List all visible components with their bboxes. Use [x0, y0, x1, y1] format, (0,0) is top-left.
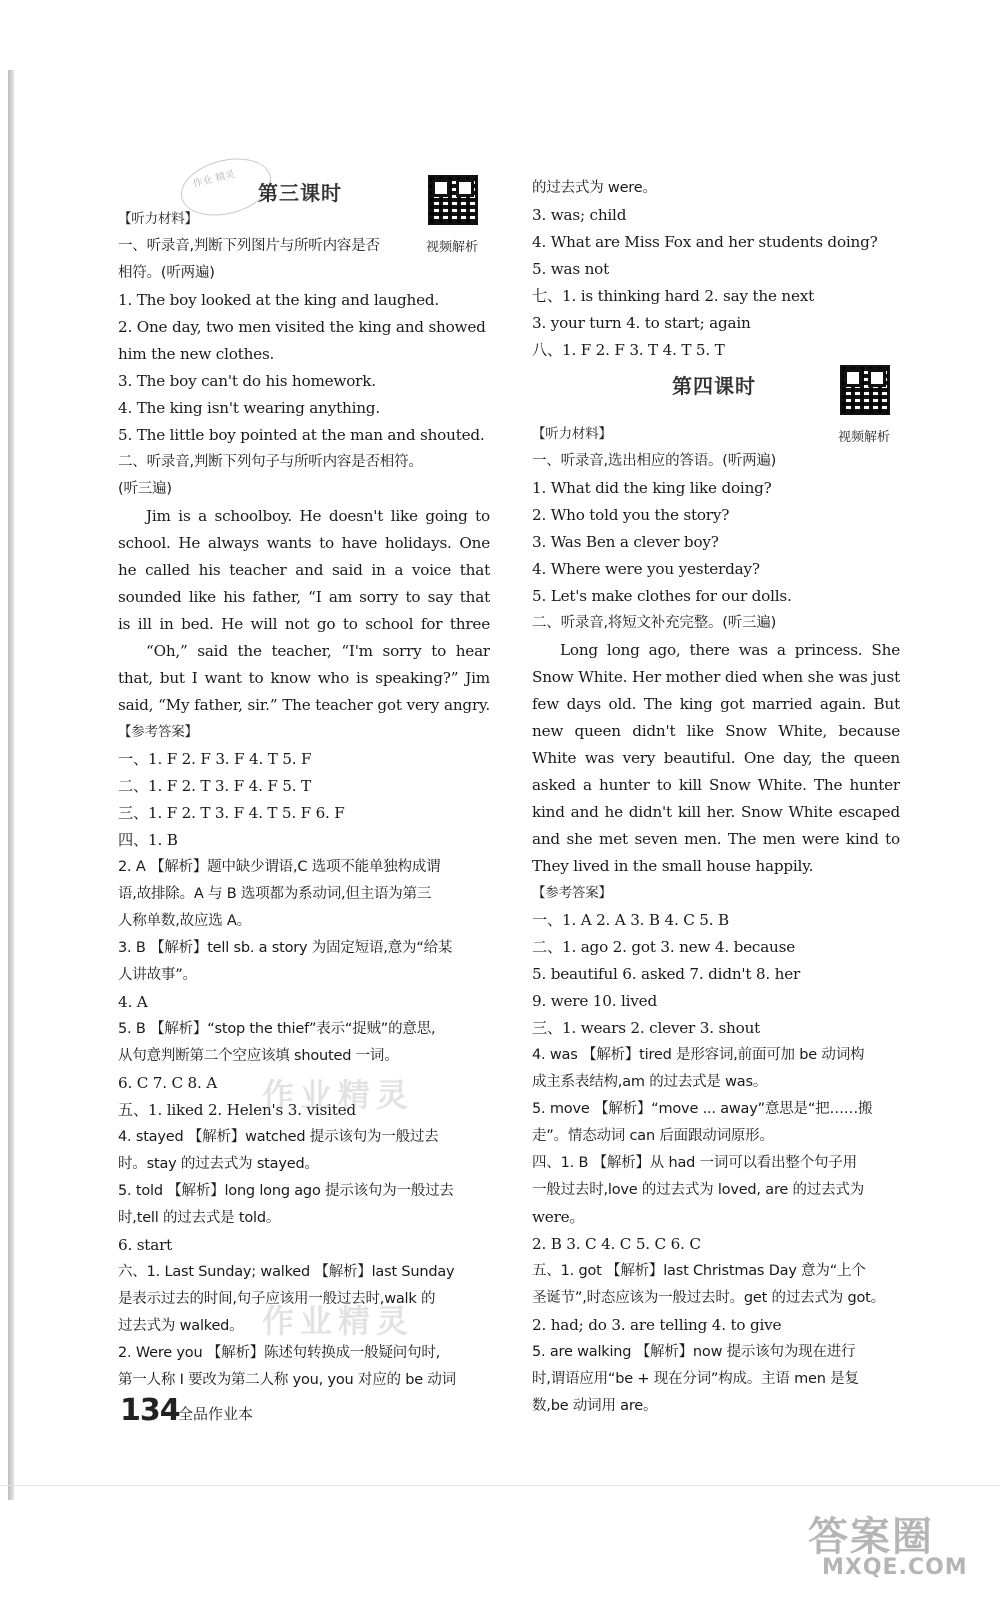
answer-line: 四、1. B [118, 831, 178, 849]
list-item: him the new clothes. [118, 345, 275, 363]
list-item: 3. The boy can't do his homework. [118, 372, 376, 390]
answer-header: 【参考答案】 [118, 724, 198, 740]
answer-line: 2. Were you 【解析】陈述句转换成一般疑问句时, [118, 1345, 441, 1361]
answer-line: 4. stayed 【解析】watched 提示该句为一般过去 [118, 1129, 439, 1145]
answer-line: 3. was; child [532, 206, 627, 224]
answer-line: 从句意判断第二个空应该填 shouted 一词。 [118, 1048, 399, 1064]
list-item: 4. Where were you yesterday? [532, 560, 760, 578]
passage-line: “Oh,” said the teacher, “I'm sorry to hear [146, 642, 490, 660]
answer-line: 数,be 动词用 are。 [532, 1398, 658, 1414]
qr-label: 视频解析 [426, 240, 479, 255]
section-intro: (听三遍) [118, 481, 172, 497]
list-item: 5. Let's make clothes for our dolls. [532, 587, 792, 605]
passage-line: White was very beautiful. One day, the queen [532, 749, 900, 767]
book-name: 全品作业本 [178, 1405, 254, 1423]
answer-line: 四、1. B 【解析】从 had 一词可以看出整个句子用 [532, 1155, 857, 1171]
qr-code-icon[interactable] [840, 365, 890, 415]
passage-line: that, but I want to know who is speaking?” Jim [118, 669, 490, 687]
list-item: 5. The little boy pointed at the man and shouted. [118, 426, 485, 444]
answer-line: 5. told 【解析】long long ago 提示该句为一般过去 [118, 1183, 454, 1199]
answer-line: 时,谓语应用“be + 现在分词”构成。主语 men 是复 [532, 1371, 859, 1387]
list-item: 2. Who told you the story? [532, 506, 730, 524]
logo-url: MXQE.COM [822, 1555, 968, 1580]
answer-line: 一般过去时,love 的过去式为 loved, are 的过去式为 [532, 1182, 865, 1198]
answer-line: 人称单数,故应选 A。 [118, 913, 251, 929]
answer-line: 2. B 3. C 4. C 5. C 6. C [532, 1235, 701, 1253]
answer-line: 4. was 【解析】tired 是形容词,前面可加 be 动词构 [532, 1047, 865, 1063]
section-intro: 一、听录音,判断下列图片与所听内容是否 [118, 238, 380, 254]
answer-header: 【参考答案】 [532, 885, 612, 901]
answer-line: 是表示过去的时间,句子应该用一般过去时,walk 的 [118, 1291, 436, 1307]
section-intro: 一、听录音,选出相应的答语。(听两遍) [532, 453, 777, 469]
answer-line: 时。stay 的过去式为 stayed。 [118, 1156, 319, 1172]
logo-text: 答案圈 [808, 1514, 934, 1560]
answer-line: 2. A 【解析】题中缺少谓语,C 选项不能单独构成谓 [118, 859, 441, 875]
passage-line: school. He always wants to have holidays. One [118, 534, 490, 552]
passage-line: asked a hunter to kill Snow White. The hunter [532, 776, 900, 794]
listening-header: 【听力材料】 [532, 426, 612, 442]
answer-line: 一、1. A 2. A 3. B 4. C 5. B [532, 911, 729, 929]
answer-line: 4. What are Miss Fox and her students doing? [532, 233, 878, 251]
list-item: 3. Was Ben a clever boy? [532, 533, 719, 551]
answer-line: 6. start [118, 1236, 173, 1254]
watermark-text: 作业精灵 [262, 1076, 415, 1114]
answer-line: 人讲故事”。 [118, 967, 197, 983]
answer-line: 三、1. F 2. T 3. F 4. T 5. F 6. F [118, 804, 345, 822]
passage-line: said, “My father, sir.” The teacher got very angry. [118, 696, 490, 714]
answer-line: 时,tell 的过去式是 told。 [118, 1210, 281, 1226]
answer-line: 成主系表结构,am 的过去式是 was。 [532, 1074, 768, 1090]
answer-line: 2. had; do 3. are telling 4. to give [532, 1316, 782, 1334]
section-intro: 二、听录音,判断下列句子与所听内容是否相符。 [118, 454, 423, 470]
list-item: 4. The king isn't wearing anything. [118, 399, 380, 417]
page-number: 134 [120, 1393, 180, 1428]
answer-line: 6. C 7. C 8. A [118, 1074, 218, 1092]
passage-line: They lived in the small house happily. [532, 857, 814, 875]
answer-line: 5. B 【解析】“stop the thief”表示“捉贼”的意思, [118, 1021, 436, 1037]
answer-line: 第一人称 I 要改为第二人称 you, you 对应的 be 动词 [118, 1372, 456, 1388]
passage-line: few days old. The king got married again. But [532, 695, 900, 713]
answer-line: 走”。情态动词 can 后面跟动词原形。 [532, 1128, 774, 1144]
list-item: 1. What did the king like doing? [532, 479, 772, 497]
section-intro: 二、听录音,将短文补充完整。(听三遍) [532, 615, 777, 631]
passage-line: and she met seven men. The men were kind to [532, 830, 900, 848]
answer-line: 语,故排除。A 与 B 选项都为系动词,但主语为第三 [118, 886, 432, 902]
answer-line: 3. B 【解析】tell sb. a story 为固定短语,意为“给某 [118, 940, 453, 956]
passage-line: he called his teacher and said in a voice that [118, 561, 490, 579]
answer-line: 9. were 10. lived [532, 992, 657, 1010]
watermark-text: 作业精灵 [262, 1302, 415, 1340]
passage-line: Jim is a schoolboy. He doesn't like going to [146, 507, 490, 525]
answer-line: 5. was not [532, 260, 610, 278]
passage-line: new queen didn't like Snow White, because [532, 722, 900, 740]
section-intro: 相符。(听两遍) [118, 265, 215, 281]
page-bottom-divider [0, 1485, 1000, 1486]
list-item: 1. The boy looked at the king and laughed. [118, 291, 440, 309]
answer-line: 七、1. is thinking hard 2. say the next [532, 287, 815, 305]
lesson4-title: 第四课时 [672, 374, 756, 398]
answer-line: 二、1. F 2. T 3. F 4. F 5. T [118, 777, 311, 795]
list-item: 2. One day, two men visited the king and showed [118, 318, 486, 336]
answer-line: 圣诞节”,时态应该为一般过去时。get 的过去式为 got。 [532, 1290, 885, 1306]
answer-line: 三、1. wears 2. clever 3. shout [532, 1019, 761, 1037]
stamp-text: 作业 精灵 [191, 168, 237, 191]
passage-line: sounded like his father, “I am sorry to say that [118, 588, 490, 606]
passage-line: Snow White. Her mother died when she was just [532, 668, 900, 686]
lesson3-title: 第三课时 [258, 181, 342, 205]
passage-line: kind and he didn't kill her. Snow White escaped [532, 803, 900, 821]
page-binding-edge [8, 70, 14, 1500]
listening-header: 【听力材料】 [118, 211, 198, 227]
answer-line: 五、1. got 【解析】last Christmas Day 意为“上个 [532, 1263, 866, 1279]
answer-line: 5. move 【解析】“move ... away”意思是“把……搬 [532, 1101, 873, 1117]
answer-line: 二、1. ago 2. got 3. new 4. because [532, 938, 796, 956]
answer-line: 5. are walking 【解析】now 提示该句为现在进行 [532, 1344, 856, 1360]
answer-line: 六、1. Last Sunday; walked 【解析】last Sunday [118, 1264, 455, 1280]
answer-line: were。 [532, 1208, 585, 1226]
answer-line: 的过去式为 were。 [532, 180, 657, 196]
answer-line: 5. beautiful 6. asked 7. didn't 8. her [532, 965, 801, 983]
answer-line: 一、1. F 2. F 3. F 4. T 5. F [118, 750, 312, 768]
answer-line: 4. A [118, 993, 148, 1011]
answer-line: 五、1. liked 2. Helen's 3. visited [118, 1101, 356, 1119]
answer-line: 过去式为 walked。 [118, 1318, 244, 1334]
answer-line: 八、1. F 2. F 3. T 4. T 5. T [532, 341, 725, 359]
site-logo [808, 1505, 978, 1585]
passage-line: is ill in bed. He will not go to school for three [118, 615, 490, 633]
qr-label: 视频解析 [838, 430, 891, 445]
passage-line: Long long ago, there was a princess. She [560, 641, 900, 659]
answer-line: 3. your turn 4. to start; again [532, 314, 751, 332]
